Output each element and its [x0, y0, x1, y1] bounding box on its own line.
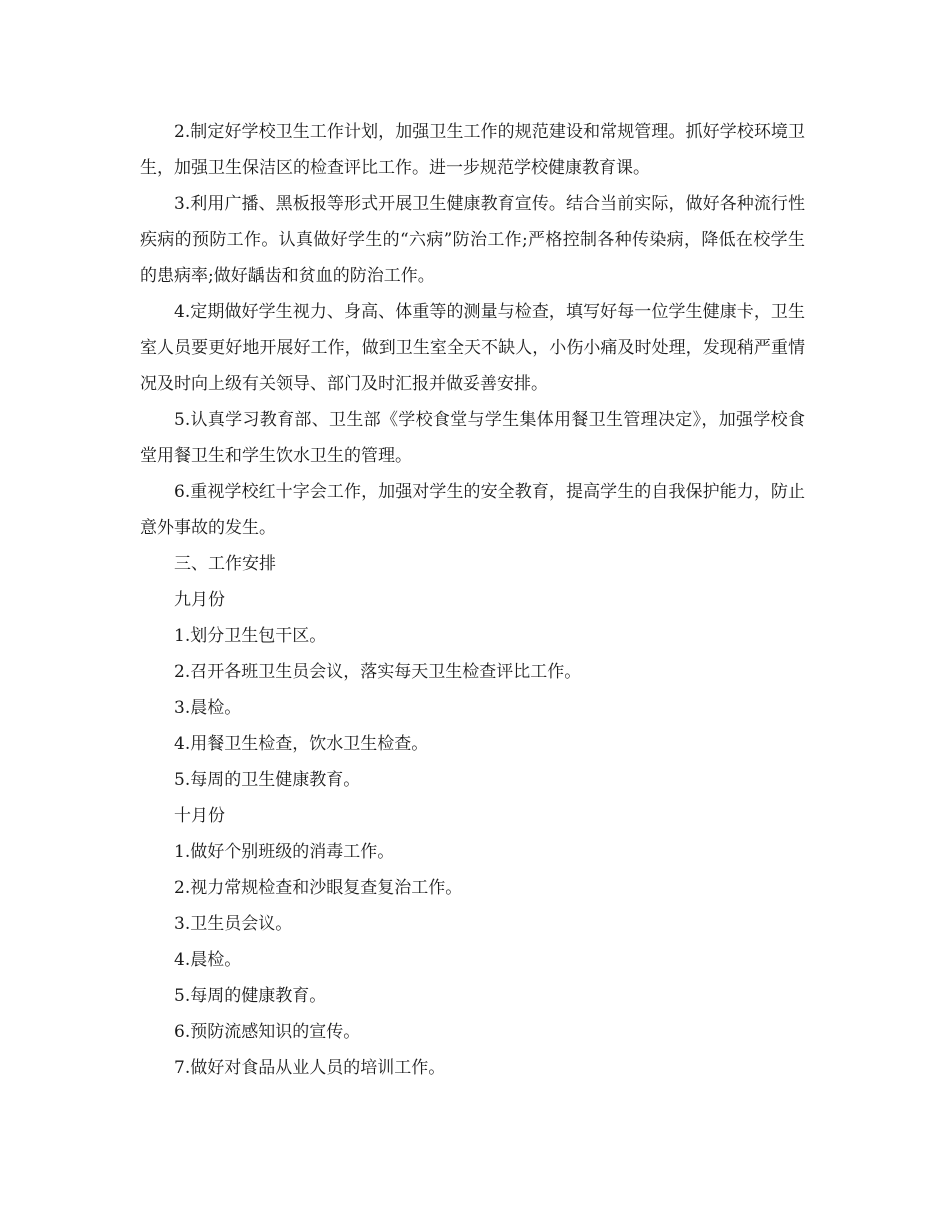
section-heading-work-arrangement: 三、工作安排 — [174, 554, 276, 574]
list-item: 3.晨检。 — [174, 698, 242, 718]
paragraph-student-checkup: 4.定期做好学生视力、身高、体重等的测量与检查，填写好每一位学生健康卡，卫生室人员要更好地开展好工作，做到卫生室全天不缺人，小伤小痛及时处理，发现稍严重情况及时向上级有关领导、部门及时汇报并做妥善安排。 — [140, 302, 805, 394]
list-item: 1.划分卫生包干区。 — [174, 626, 327, 646]
list-item: 6.预防流感知识的宣传。 — [174, 1022, 361, 1042]
paragraph-canteen-hygiene: 5.认真学习教育部、卫生部《学校食堂与学生集体用餐卫生管理决定》，加强学校食堂用餐卫生和学生饮水卫生的管理。 — [140, 410, 805, 466]
list-item: 2.视力常规检查和沙眼复查复治工作。 — [174, 878, 463, 898]
month-heading-september: 九月份 — [174, 590, 225, 610]
month-heading-october: 十月份 — [174, 806, 225, 826]
list-item: 4.晨检。 — [174, 950, 242, 970]
list-item: 3.卫生员会议。 — [174, 914, 293, 934]
list-item: 5.每周的健康教育。 — [174, 986, 327, 1006]
paragraph-red-cross: 6.重视学校红十字会工作，加强对学生的安全教育，提高学生的自我保护能力，防止意外事故的发生。 — [140, 482, 805, 538]
list-item: 4.用餐卫生检查，饮水卫生检查。 — [174, 734, 429, 754]
list-item: 7.做好对食品从业人员的培训工作。 — [174, 1058, 446, 1078]
paragraph-plan: 2.制定好学校卫生工作计划，加强卫生工作的规范建设和常规管理。抓好学校环境卫生，加强卫生保洁区的检查评比工作。进一步规范学校健康教育课。 — [140, 122, 805, 178]
document-body — [140, 114, 805, 1086]
list-item: 5.每周的卫生健康教育。 — [174, 770, 361, 790]
list-item: 2.召开各班卫生员会议，落实每天卫生检查评比工作。 — [174, 662, 582, 682]
paragraph-health-education: 3.利用广播、黑板报等形式开展卫生健康教育宣传。结合当前实际，做好各种流行性疾病的预防工作。认真做好学生的“六病”防治工作;严格控制各种传染病，降低在校学生的患病率;做好龋齿和贫血的防治工作。 — [140, 194, 805, 286]
list-item: 1.做好个别班级的消毒工作。 — [174, 842, 395, 862]
